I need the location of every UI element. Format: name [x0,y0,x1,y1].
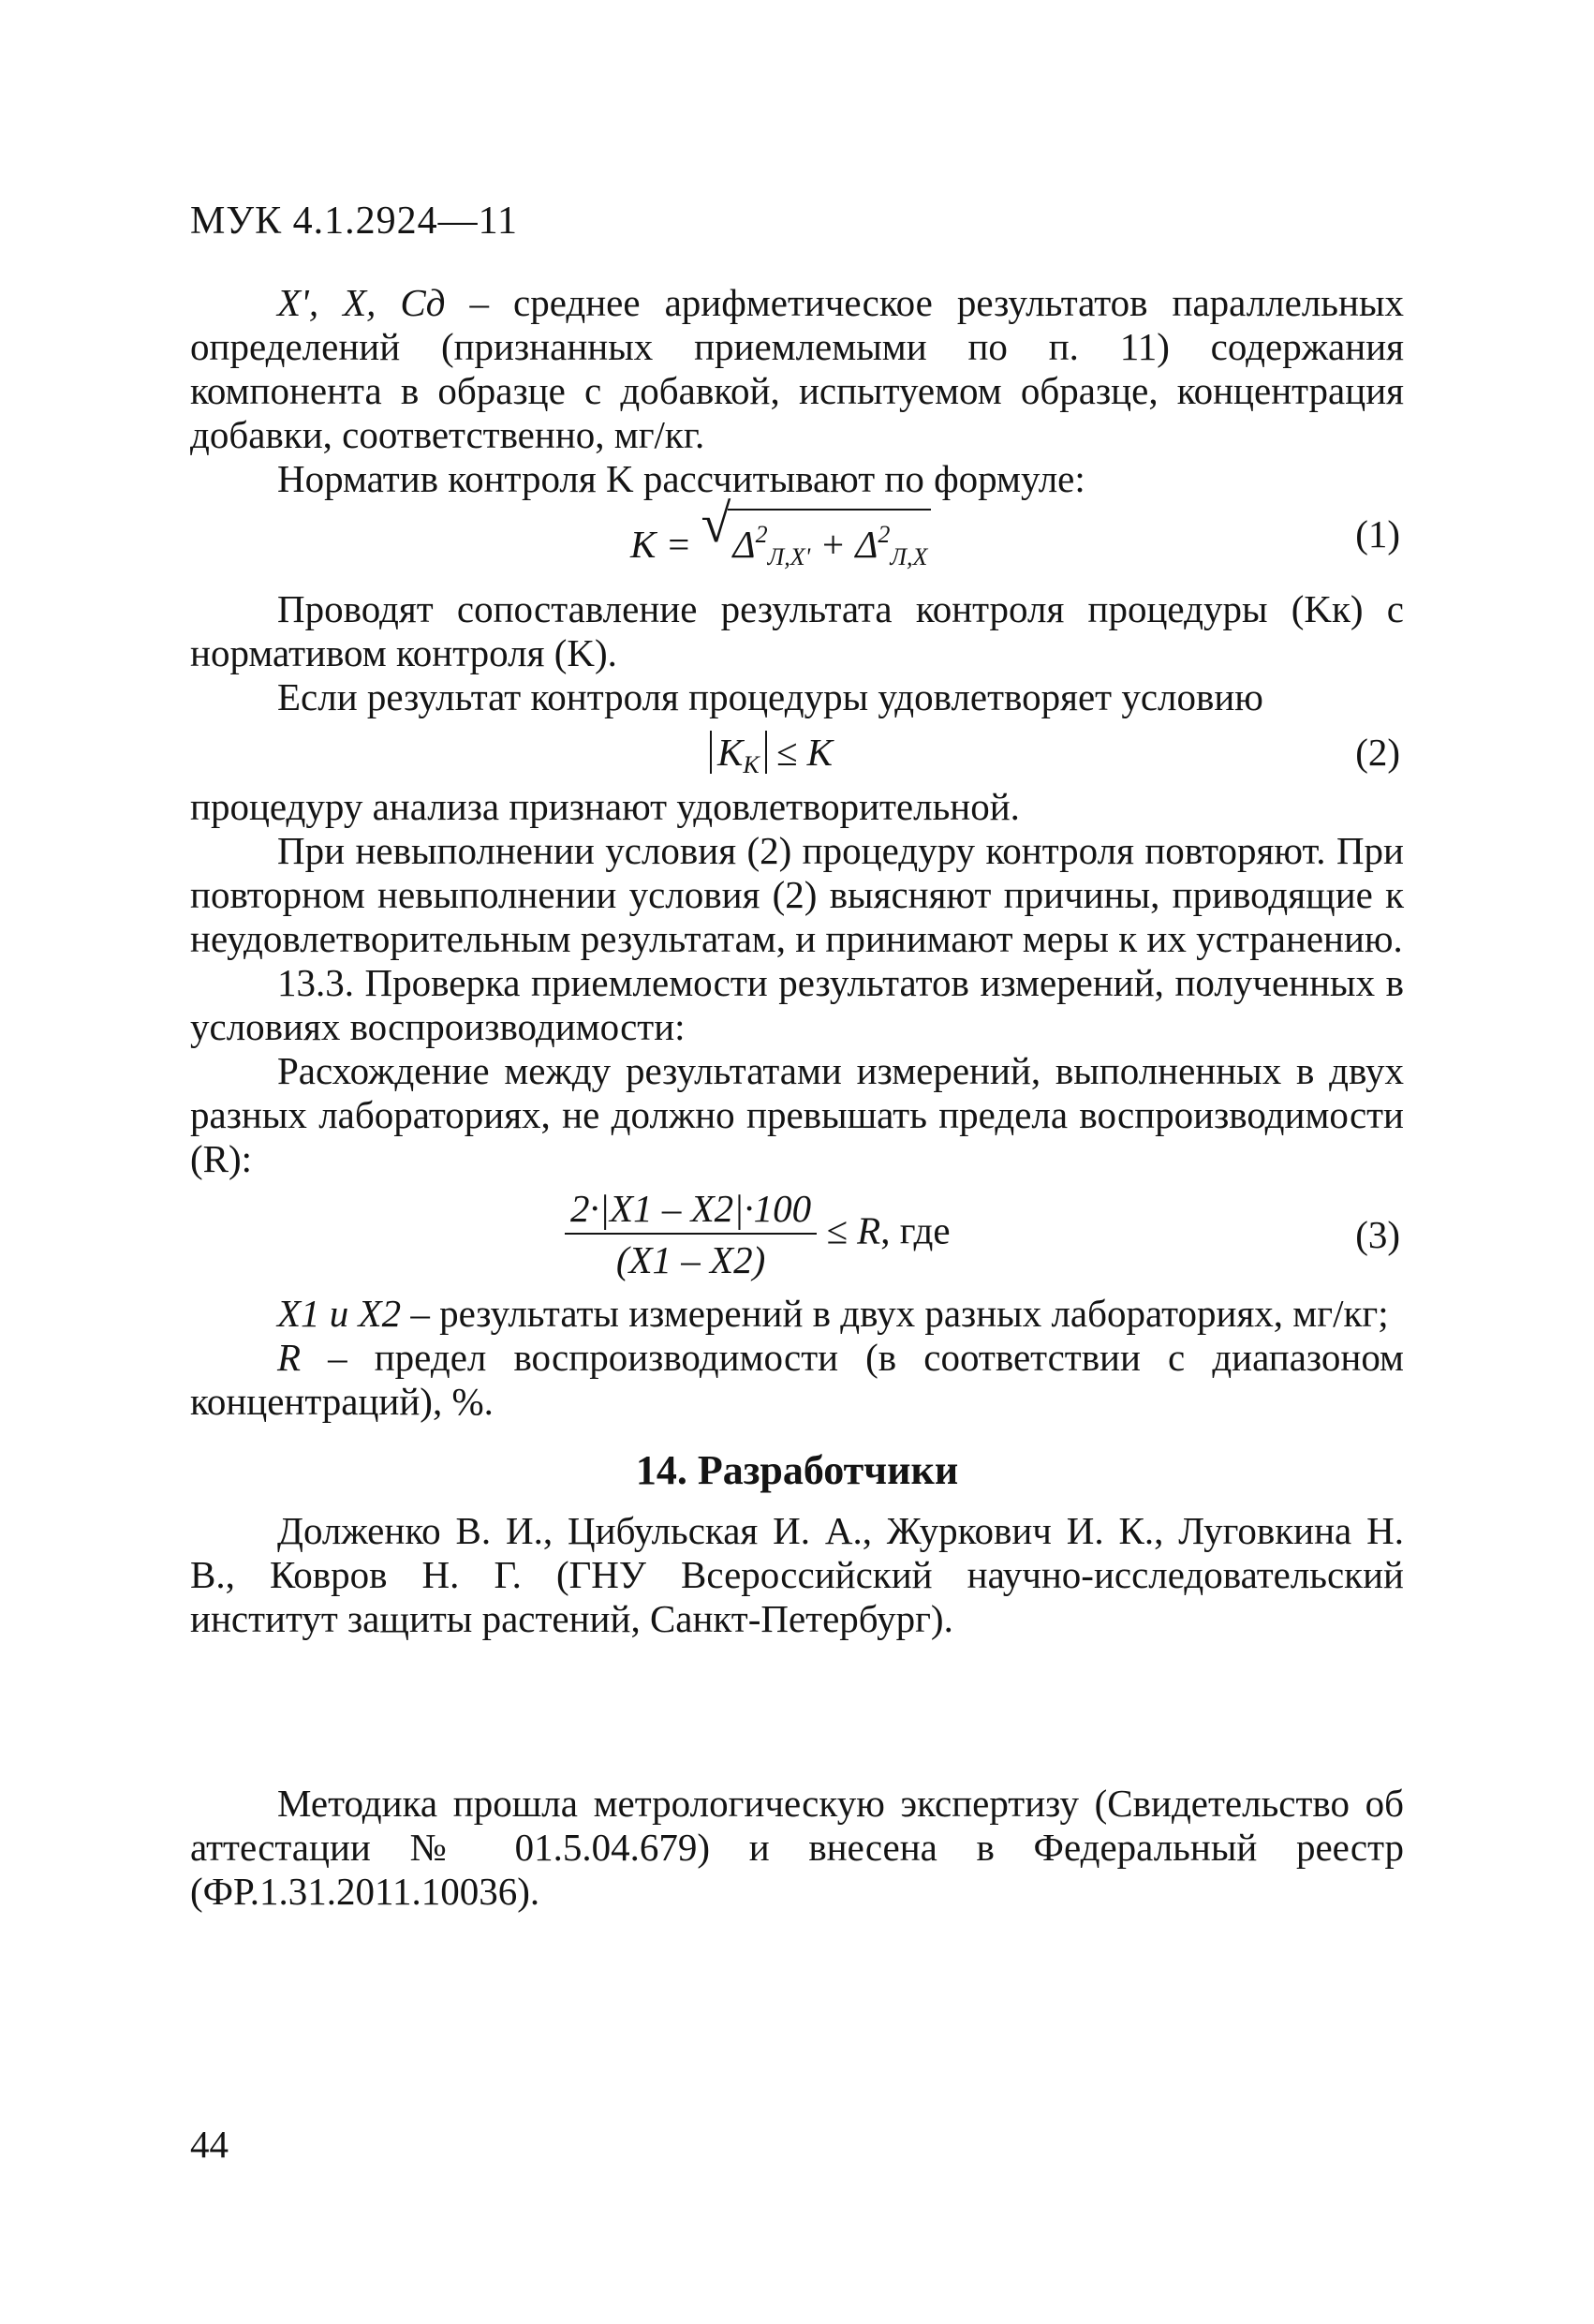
x-description: – результаты измерений в двух разных лабораториях, мг/кг; [401,1292,1389,1335]
variables-label: X', X, Cд [277,281,446,324]
paragraph-r-definition [190,1336,1404,1424]
formula-1-lhs: K = [630,523,692,566]
paragraph-13-3: 13.3. Проверка приемлемости результатов измерений, полученных в условиях воспроизводимости: [190,961,1404,1048]
paragraph-certification: Методика прошла метрологическую экспертизу (Свидетельство об аттестации № 01.5.04.679) и внесена в Федеральный реестр (ФР.1.31.2011.10036). [190,1782,1404,1913]
paragraph-discrepancy: Расхождение между результатами измерений, выполненных в двух разных лабораториях, не должно превышать предела воспроизводимости (R): [190,1049,1404,1180]
paragraph-comparison: Проводят сопоставление результата контроля процедуры (Kк) с нормативом контроля (K). [190,587,1404,674]
x-variables: X1 и X2 [277,1292,402,1335]
radical-sign: √ [701,493,731,554]
section-title: 14. Разработчики [635,1447,959,1493]
formula-3-rhs: ≤ R [826,1208,881,1252]
formula-2 [190,719,1404,785]
formula-2-k: K [717,731,744,774]
spacer [190,1641,1404,1782]
delta-2-index: Л,X [890,543,928,570]
formula-2-k-index: К [743,751,760,778]
paragraph-formula-intro: Норматив контроля K рассчитывают по формуле: [277,457,1085,500]
formula-1 [190,493,1404,587]
absolute-value [710,731,767,778]
page-number: 44 [190,2123,229,2166]
fraction [565,1187,817,1282]
formula-3-number: (3) [1355,1213,1400,1256]
document-code: МУК 4.1.2924—11 [190,200,519,243]
r-description: – предел воспроизводимости (в соответствии с диапазоном концентраций), %. [190,1336,1404,1423]
r-variable: R [277,1336,302,1379]
formula-1-expression [630,493,931,579]
formula-3 [190,1181,1404,1292]
formula-3-expression [565,1187,951,1282]
variables-description: – среднее арифметическое результатов параллельных определений (признанных приемлемыми по п. 11) содержания компонента в образце с добавкой, испытуемом образце, концентрация добавки, соответственно, мг/кг. [190,281,1404,456]
document-body [190,281,1404,1914]
paragraph-variables-definition [190,281,1404,457]
delta-1-power: 2 [755,521,768,548]
plus-sign: + [810,523,856,566]
delta-1-index: Л,X' [767,543,811,570]
paragraph-condition-intro: Если результат контроля процедуры удовлетворяет условию [277,675,1263,718]
fraction-numerator: 2·|X1 – X2|·100 [570,1187,812,1230]
formula-2-relation: ≤ K [766,731,833,774]
delta-2: Δ [855,523,878,566]
formula-1-number: (1) [1355,512,1400,555]
radicand [728,509,932,579]
paragraph-developers: Долженко В. И., Цибульская И. А., Журкович И. К., Луговкина Н. В., Ковров Н. Г. (ГНУ Всероссийский научно-исследовательский институт защиты растений, Санкт-Петербург). [190,1509,1404,1640]
formula-2-expression [710,731,833,787]
paragraph-repeat: При невыполнении условия (2) процедуру контроля повторяют. При повторном невыполнении условия (2) выясняют причины, приводящие к неудовлетворительным результатам, и принимают меры к их устранению. [190,829,1404,960]
fraction-denominator: (X1 – X2) [615,1238,766,1281]
delta-1: Δ [732,523,756,566]
paragraph-result: процедуру анализа признают удовлетворительной. [190,785,1020,828]
formula-3-tail: , где [880,1208,951,1252]
formula-2-number: (2) [1355,731,1400,774]
square-root [701,493,932,579]
delta-2-power: 2 [878,521,891,548]
paragraph-x-definition [190,1292,1404,1336]
